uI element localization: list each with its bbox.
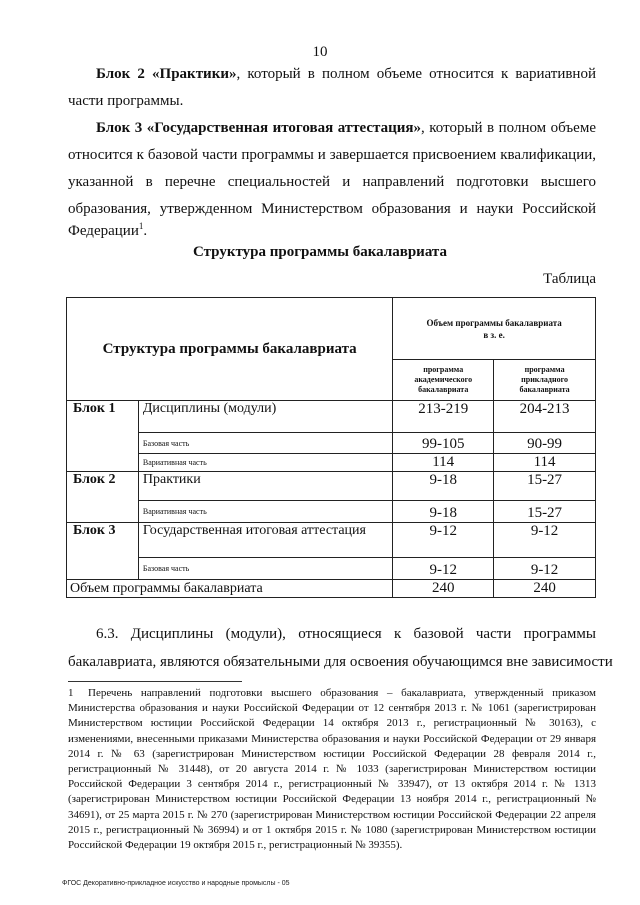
block3-line4: образования, утвержденном Министерством образования и науки Российской xyxy=(68,201,596,217)
row-academic: 9-18 xyxy=(393,501,494,523)
table-title: Структура программы бакалавриата xyxy=(193,244,447,260)
table-row xyxy=(67,472,596,501)
block-cell: Блок 2 xyxy=(67,472,139,523)
block2-line1: Блок 2 «Практики», который в полном объеме относится к вариативной xyxy=(96,66,596,82)
row-name: Вариативная часть xyxy=(138,501,392,523)
row-name: Вариативная часть xyxy=(138,454,392,472)
table-row xyxy=(67,558,596,580)
table-row xyxy=(67,433,596,454)
footnote-number: 1 xyxy=(68,687,74,699)
row-academic: 9-12 xyxy=(393,558,494,580)
row-applied: 90-99 xyxy=(494,433,596,454)
footnote-divider xyxy=(68,681,242,682)
program-structure-table xyxy=(66,297,596,598)
footnote-ref[interactable]: 1 xyxy=(138,221,144,231)
table-row xyxy=(67,523,596,558)
row-academic: 114 xyxy=(393,454,494,472)
row-applied: 114 xyxy=(494,454,596,472)
block-cell: Блок 3 xyxy=(67,523,139,580)
block-cell: Блок 1 xyxy=(67,401,139,472)
block3-line3: указанной в перечне специальностей и направлений подготовки высшего xyxy=(68,174,596,190)
row-applied: 204-213 xyxy=(494,401,596,433)
row-academic: 99-105 xyxy=(393,433,494,454)
footnote xyxy=(68,686,596,853)
section-6-3-line2: бакалавриата, являются обязательными для освоения обучающимся вне зависимости xyxy=(68,654,613,670)
row-academic: 9-18 xyxy=(393,472,494,501)
row-applied: 15-27 xyxy=(494,501,596,523)
block3-line2: относится к базовой части программы и завершается присвоением квалификации, xyxy=(68,147,596,163)
block3-lead: Блок 3 «Государственная итоговая аттестация» xyxy=(96,120,422,136)
block2-lead: Блок 2 «Практики» xyxy=(96,66,237,82)
header-applied: программа прикладного бакалавриата xyxy=(494,360,596,401)
row-name: Государственная итоговая аттестация xyxy=(138,523,392,558)
table-total-row xyxy=(67,580,596,598)
row-applied: 15-27 xyxy=(494,472,596,501)
header-structure: Структура программы бакалавриата xyxy=(67,298,393,401)
block2-line2: части программы. xyxy=(68,93,184,109)
total-name: Объем программы бакалавриата xyxy=(67,580,393,598)
row-name: Базовая часть xyxy=(138,558,392,580)
row-name: Базовая часть xyxy=(138,433,392,454)
block3-line5: Федерации$^1$. xyxy=(68,221,148,239)
row-academic: 9-12 xyxy=(393,523,494,558)
page-footer: ФГОС Декоративно-прикладное искусство и народные промыслы - 05 xyxy=(62,880,290,887)
row-name: Дисциплины (модули) xyxy=(138,401,392,433)
table-label: Таблица xyxy=(543,271,596,287)
header-volume: Объем программы бакалавриата в з. е. xyxy=(393,298,596,360)
page-number: 10 xyxy=(312,44,328,60)
table-row xyxy=(67,501,596,523)
row-applied: 9-12 xyxy=(494,523,596,558)
header-academic: программа академического бакалавриата xyxy=(393,360,494,401)
footnote-text: Перечень направлений подготовки высшего образования – бакалавриата, утвержденный приказом Министерства образования и науки Российской Федерации от 12 сентября 2013 г. № 1061 (зарегистрирован Министерством юстиции Российской Федерации 14 октября 2013 г., регистрационный № 30163), с изменениями, внесенными приказами Министерства образования и науки Российской Федерации от 29 января 2014 г. № 63 (зарегистрирован Министерством юстиции Российской Федерации 28 февраля 2014 г., регистрационный № 31448), от 20 августа 2014 г. № 1033 (зарегистрирован Министерством юстиции Российской Федерации 3 сентября 2014 г., регистрационный № 33947), от 13 октября 2014 г. № 1313 (зарегистрирован Министерством юстиции Российской Федерации 13 ноября 2014 г., регистрационный № 34691), от 25 марта 2015 г. № 270 (зарегистрирован Министерством юстиции Российской Федерации 22 апреля 2015 г., регистрационный № 36994) и от 1 октября 2015 г. № 1080 (зарегистрирован Министерством юстиции Российской Федерации 19 октября 2015 г., регистрационный № 39355). xyxy=(68,687,596,852)
row-name: Практики xyxy=(138,472,392,501)
row-academic: 213-219 xyxy=(393,401,494,433)
row-applied: 9-12 xyxy=(494,558,596,580)
section-6-3-line1: 6.3. Дисциплины (модули), относящиеся к базовой части программы xyxy=(96,626,596,642)
table-row xyxy=(67,401,596,433)
total-academic: 240 xyxy=(393,580,494,598)
block3-line1: Блок 3 «Государственная итоговая аттестация», который в полном объеме xyxy=(96,120,596,136)
table-row xyxy=(67,454,596,472)
total-applied: 240 xyxy=(494,580,596,598)
